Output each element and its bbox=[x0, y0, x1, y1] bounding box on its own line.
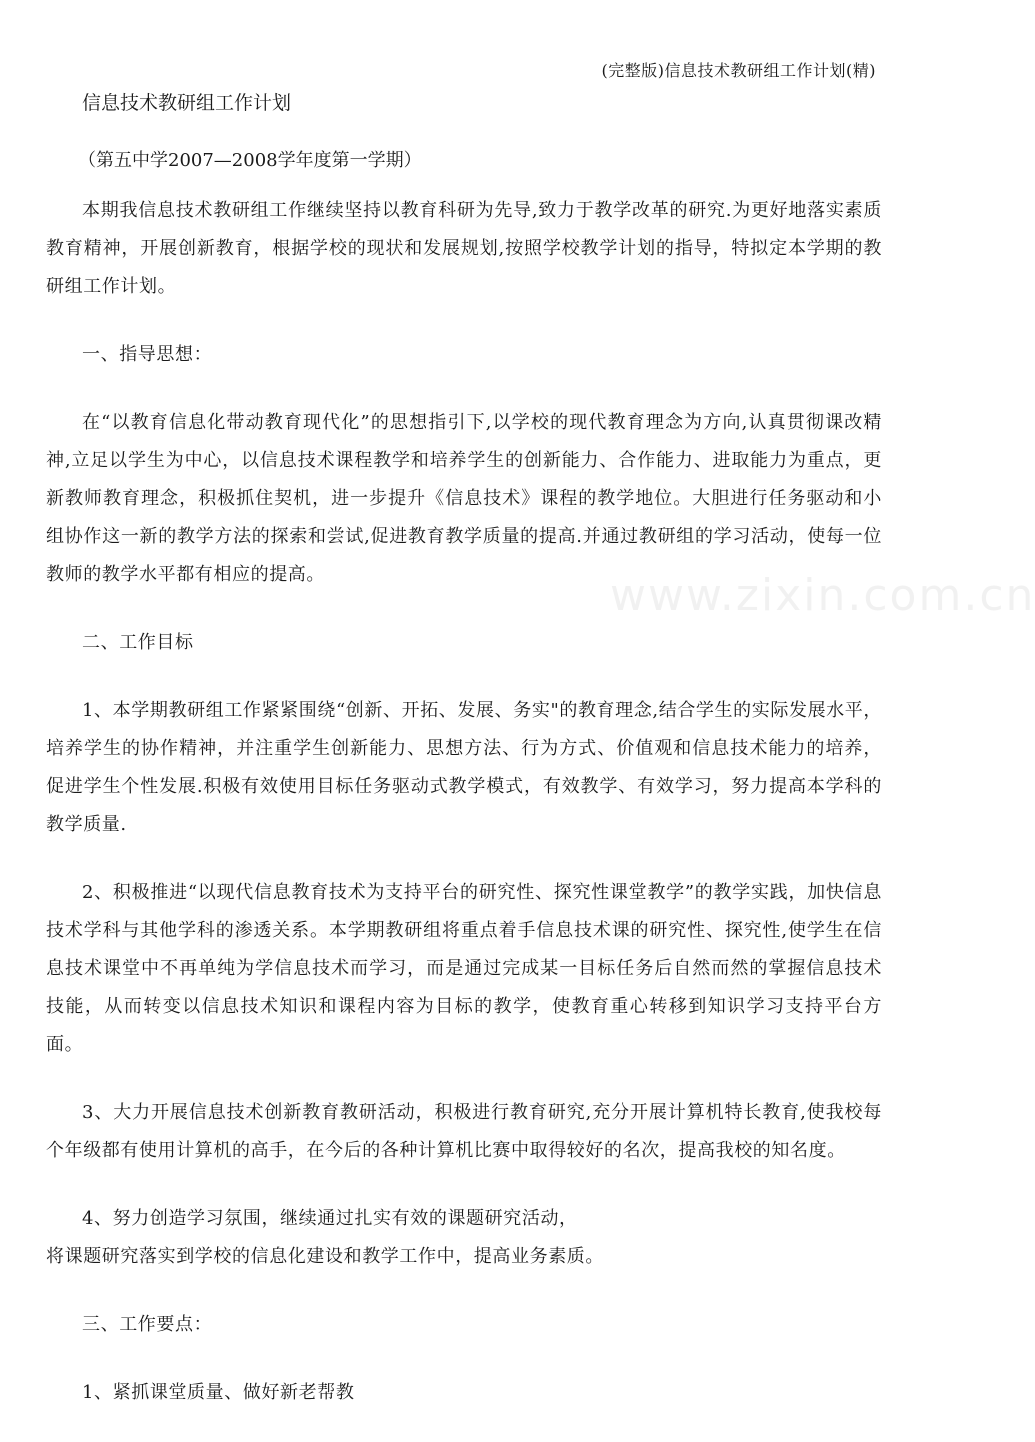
goal-item-4-line-1: 4、努力创造学习氛围，继续通过扎实有效的课题研究活动， bbox=[82, 1208, 578, 1229]
section-heading-work-goals: 二、工作目标 bbox=[82, 632, 194, 653]
goal-item-1: 1、本学期教研组工作紧紧围绕“创新、开拓、发展、务实"的教育理念,结合学生的实际发展水平，培养学生的协作精神，并注重学生创新能力、思想方法、行为方式、价值观和信息技术能力的培养，促进学生个性发展.积极有效使用目标任务驱动式教学模式，有效教学、有效学习，努力提高本学科的教学质量. bbox=[46, 700, 882, 835]
watermark: www.zixin.com.cn bbox=[610, 570, 1035, 621]
document-subtitle: （第五中学2007—2008学年度第一学期） bbox=[78, 150, 422, 171]
section-heading-key-points: 三、工作要点： bbox=[82, 1314, 213, 1335]
intro-paragraph: 本期我信息技术教研组工作继续坚持以教育科研为先导,致力于教学改革的研究.为更好地落实素质教育精神，开展创新教育，根据学校的现状和发展规划,按照学校教学计划的指导，特拟定本学期的教研组工作计划。 bbox=[46, 200, 882, 297]
goal-item-4 bbox=[46, 1200, 882, 1276]
goal-item-2: 2、积极推进“以现代信息教育技术为支持平台的研究性、探究性课堂教学”的教学实践，加快信息技术学科与其他学科的渗透关系。本学期教研组将重点着手信息技术课的研究性、探究性,使学生在信息技术课堂中不再单纯为学信息技术而学习，而是通过完成某一目标任务后自然而然的掌握信息技术技能，从而转变以信息技术知识和课程内容为目标的教学，使教育重心转移到知识学习支持平台方面。 bbox=[46, 882, 882, 1055]
goal-item-4-line-2: 将课题研究落实到学校的信息化建设和教学工作中，提高业务素质。 bbox=[46, 1246, 604, 1267]
document-title: 信息技术教研组工作计划 bbox=[82, 92, 292, 114]
guiding-ideas-paragraph: 在“以教育信息化带动教育现代化”的思想指引下,以学校的现代教育理念为方向,认真贯彻课改精神,立足以学生为中心，以信息技术课程教学和培养学生的创新能力、合作能力、进取能力为重点，更新教师教育理念，积极抓住契机，进一步提升《信息技术》课程的教学地位。大胆进行任务驱动和小组协作这一新的教学方法的探索和尝试,促进教育教学质量的提高.并通过教研组的学习活动，使每一位教师的教学水平都有相应的提高。 bbox=[46, 412, 882, 585]
goal-item-3: 3、大力开展信息技术创新教育教研活动，积极进行教育研究,充分开展计算机特长教育,使我校每个年级都有使用计算机的高手，在今后的各种计算机比赛中取得较好的名次，提高我校的知名度。 bbox=[46, 1102, 882, 1161]
running-header: (完整版)信息技术教研组工作计划(精) bbox=[601, 61, 876, 80]
section-heading-guiding-ideas: 一、指导思想： bbox=[82, 344, 213, 365]
key-point-item-1: 1、紧抓课堂质量、做好新老帮教 bbox=[82, 1382, 355, 1403]
document-body bbox=[46, 192, 882, 1442]
